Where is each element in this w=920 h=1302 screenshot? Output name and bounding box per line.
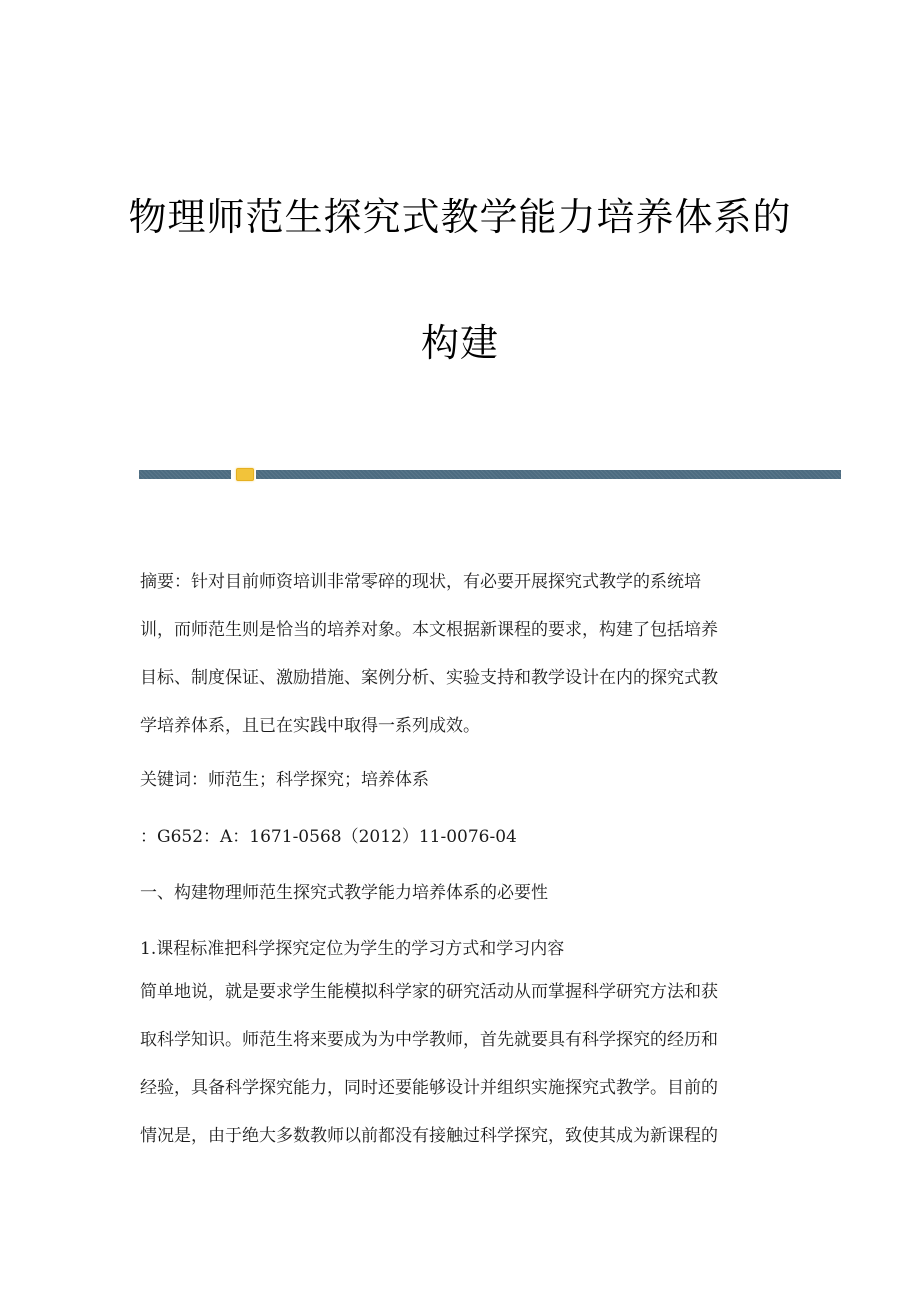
keywords: 关键词：师范生；科学探究；培养体系: [140, 770, 429, 790]
divider-left: [139, 470, 231, 479]
abstract-line: 摘要：针对目前师资培训非常零碎的现状，有必要开展探究式教学的系统培: [140, 572, 701, 592]
body-line: 简单地说，就是要求学生能模拟科学家的研究活动从而掌握科学研究方法和获: [140, 982, 718, 1002]
subsection-heading: 1.课程标准把科学探究定位为学生的学习方式和学习内容: [140, 939, 565, 959]
abstract: [140, 558, 780, 750]
ornament-icon: [236, 468, 254, 481]
title-line-2: 构建: [420, 321, 499, 365]
body-line: 取科学知识。师范生将来要成为为中学教师，首先就要具有科学探究的经历和: [140, 1030, 718, 1050]
abstract-line: 学培养体系，且已在实践中取得一系列成效。: [140, 716, 480, 736]
body-paragraph: [140, 968, 780, 1160]
body-line: 情况是，由于绝大多数教师以前都没有接触过科学探究，致使其成为新课程的: [140, 1126, 718, 1146]
classification-code: ：G652：A：1671-0568（2012）11-0076-04: [140, 827, 517, 847]
divider-right: [256, 470, 841, 479]
abstract-line: 目标、制度保证、激励措施、案例分析、实验支持和教学设计在内的探究式教: [140, 668, 718, 688]
abstract-line: 训，而师范生则是恰当的培养对象。本文根据新课程的要求，构建了包括培养: [140, 620, 718, 640]
body-line: 经验，具备科学探究能力，同时还要能够设计并组织实施探究式教学。目前的: [140, 1078, 718, 1098]
title-line-1: 物理师范生探究式教学能力培养体系的: [128, 195, 792, 239]
section-heading: 一、构建物理师范生探究式教学能力培养体系的必要性: [140, 883, 548, 903]
